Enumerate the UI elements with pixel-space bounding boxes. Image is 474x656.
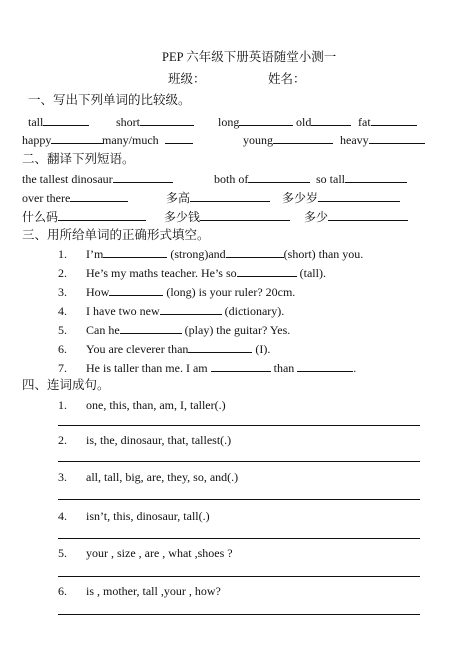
fill-item: 5. Can he (play) the guitar? Yes. (58, 323, 291, 337)
answer-blank[interactable] (248, 171, 310, 183)
answer-blank[interactable] (211, 360, 271, 372)
word-item: old (296, 114, 351, 129)
fill-item: 1. I’m (strong)and (short) than you. (58, 247, 364, 261)
phrase-item: 多少岁 (282, 190, 400, 205)
reorder-item: 2. is, the, dinosaur, that, tallest(.) (58, 433, 232, 447)
answer-blank[interactable] (188, 341, 252, 353)
page-title: PEP 六年级下册英语随堂小测一 (162, 50, 337, 64)
phrase-item: the tallest dinosaur (22, 171, 173, 186)
reorder-item: 6. is , mother, tall ,your , how? (58, 584, 221, 598)
fill-item: 7. He is taller than me. I am than . (58, 361, 357, 375)
answer-blank[interactable] (328, 209, 408, 221)
answer-blank[interactable] (297, 360, 353, 372)
answer-blank[interactable] (70, 190, 128, 202)
answer-blank[interactable] (345, 171, 407, 183)
answer-blank[interactable] (200, 209, 290, 221)
answer-blank[interactable] (58, 209, 146, 221)
answer-blank[interactable] (273, 132, 333, 144)
answer-blank[interactable] (140, 114, 194, 126)
answer-blank[interactable] (226, 246, 284, 258)
answer-blank[interactable] (51, 132, 103, 144)
phrase-item: 多高 (166, 190, 270, 205)
word-item: long (218, 114, 293, 129)
section3-heading: 三、用所给单词的正确形式填空。 (22, 228, 210, 242)
fill-item: 6. You are cleverer than (I). (58, 342, 271, 356)
section1-heading: 一、写出下列单词的比较级。 (28, 93, 191, 107)
phrase-item: over there (22, 190, 128, 205)
phrase-item: 多少 (304, 209, 408, 224)
word-item: young (243, 132, 333, 147)
answer-blank[interactable] (120, 322, 182, 334)
answer-blank[interactable] (369, 132, 425, 144)
answer-blank[interactable] (237, 265, 297, 277)
answer-blank[interactable] (239, 114, 293, 126)
section2-heading: 二、翻译下列短语。 (22, 152, 135, 166)
phrase-item: so tall (316, 171, 407, 186)
answer-blank[interactable] (109, 284, 163, 296)
answer-line[interactable] (58, 425, 420, 426)
answer-line[interactable] (58, 538, 420, 539)
answer-blank[interactable] (165, 132, 193, 144)
answer-blank[interactable] (318, 190, 400, 202)
section4-heading: 四、连词成句。 (22, 378, 110, 392)
answer-blank[interactable] (371, 114, 417, 126)
name-label: 姓名： (268, 72, 306, 86)
answer-line[interactable] (58, 499, 420, 500)
answer-line[interactable] (58, 614, 420, 615)
answer-blank[interactable] (160, 303, 222, 315)
answer-blank[interactable] (43, 114, 89, 126)
word-item: heavy (340, 132, 425, 147)
reorder-item: 1. one, this, than, am, I, taller(.) (58, 398, 226, 412)
answer-blank[interactable] (311, 114, 351, 126)
class-label: 班级： (168, 72, 206, 86)
phrase-item: 什么码 (22, 209, 146, 224)
word-item: tall (28, 114, 89, 129)
fill-item: 2. He’s my maths teacher. He’s so (tall). (58, 266, 326, 280)
reorder-item: 3. all, tall, big, are, they, so, and(.) (58, 470, 239, 484)
word-item: fat (358, 114, 417, 129)
reorder-item: 5. your , size , are , what ,shoes ? (58, 546, 233, 560)
fill-item: 4. I have two new (dictionary). (58, 304, 285, 318)
answer-blank[interactable] (103, 246, 167, 258)
fill-item: 3. How (long) is your ruler? 20cm. (58, 285, 296, 299)
word-item: many/much (102, 132, 193, 147)
answer-line[interactable] (58, 576, 420, 577)
answer-line[interactable] (58, 461, 420, 462)
word-item: happy (22, 132, 103, 147)
phrase-item: both of (214, 171, 310, 186)
answer-blank[interactable] (113, 171, 173, 183)
answer-blank[interactable] (190, 190, 270, 202)
phrase-item: 多少钱 (164, 209, 290, 224)
reorder-item: 4. isn’t, this, dinosaur, tall(.) (58, 509, 210, 523)
word-item: short (116, 114, 194, 129)
